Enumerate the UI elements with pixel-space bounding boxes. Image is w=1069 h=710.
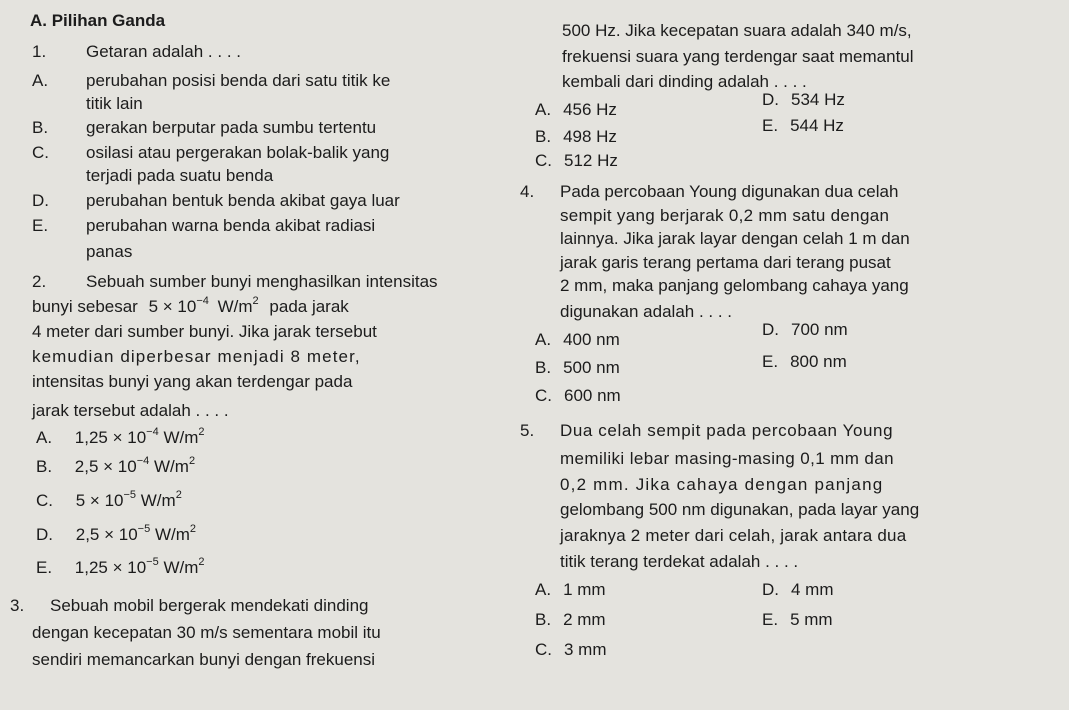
q4-option-c-text: 600 nm (564, 386, 621, 405)
q2-stem-line6: jarak tersebut adalah . . . . (32, 401, 229, 420)
q1-option-d-text: perubahan bentuk benda akibat gaya luar (86, 191, 400, 210)
q4-stem-line3: lainnya. Jika jarak layar dengan celah 1 m dan (560, 229, 910, 248)
q3-option-a-text: 456 Hz (563, 100, 617, 119)
q1-option-a-label: A. (32, 71, 49, 90)
q2-option-c-unit-exp: 2 (175, 489, 182, 502)
q4-option-e-label: E. (762, 352, 779, 371)
q1-option-c-text: osilasi atau pergerakan bolak-balik yang (86, 143, 390, 162)
q3-stem-line1: Sebuah mobil bergerak mendekati dinding (50, 596, 369, 615)
q5-option-c-text: 3 mm (564, 640, 607, 659)
q3-option-b (535, 127, 617, 147)
q5-stem-line6: titik terang terdekat adalah . . . . (560, 552, 799, 571)
q3-option-c-label: C. (535, 151, 552, 170)
q4-option-a-text: 400 nm (563, 330, 620, 349)
q5-option-b-text: 2 mm (563, 610, 606, 629)
q2-option-b-label: B. (36, 457, 53, 476)
q4-stem-line2: sempit yang berjarak 0,2 mm satu dengan (560, 206, 890, 225)
q5-stem-line1: Dua celah sempit pada percobaan Young (560, 421, 894, 440)
q2-option-e-label: E. (36, 558, 53, 577)
q3-stem-line2: dengan kecepatan 30 m/s sementara mobil itu (32, 623, 381, 642)
q3-option-c-text: 512 Hz (564, 151, 618, 170)
q5-option-a-label: A. (535, 580, 552, 599)
q3-option-b-text: 498 Hz (563, 127, 617, 146)
q2-stem-post: pada jarak (269, 297, 349, 316)
q4-option-e-text: 800 nm (790, 352, 847, 371)
q2-option-d-label: D. (36, 525, 53, 544)
q4-option-e (762, 352, 847, 372)
q2-option-e-unit-exp: 2 (198, 556, 205, 569)
q5-stem-line5: jaraknya 2 meter dari celah, jarak antara dua (560, 526, 907, 545)
q3-stem-line6: kembali dari dinding adalah . . . . (562, 72, 807, 91)
q3-stem-line3: sendiri memancarkan bunyi dengan frekuensi (32, 650, 376, 669)
q2-option-e-mantissa: 1,25 × 10 (74, 558, 147, 577)
q2-option-b-exp: −4 (136, 455, 150, 468)
q3-number: 3. (10, 596, 25, 615)
q2-option-c-mantissa: 5 × 10 (75, 491, 124, 510)
q1-number: 1. (32, 42, 47, 61)
q3-option-e (762, 116, 844, 136)
q4-option-d-text: 700 nm (791, 320, 848, 339)
q5-option-a-text: 1 mm (563, 580, 606, 599)
q2-option-d-unit-exp: 2 (189, 523, 196, 536)
q1-option-e-label: E. (32, 216, 49, 235)
q3-option-a (535, 100, 617, 120)
q2-option-a-mantissa: 1,25 × 10 (74, 428, 147, 447)
q1-option-a-text-cont: titik lain (86, 94, 143, 113)
q1-option-c-label: C. (32, 143, 49, 162)
q3-stem-line5: frekuensi suara yang terdengar saat memantul (562, 47, 914, 66)
q2-stem-line5: intensitas bunyi yang akan terdengar pada (32, 372, 353, 391)
q2-stem-unit-exp: 2 (252, 295, 259, 308)
section-title: A. Pilihan Ganda (30, 11, 166, 30)
q2-option-a-unit: W/m (163, 428, 199, 447)
q4-option-d-label: D. (762, 320, 779, 339)
q2-option-a-exp: −4 (146, 426, 159, 439)
q2-option-e-exp: −5 (146, 556, 159, 569)
q2-stem-value: 5 × 10 (148, 297, 197, 316)
q4-option-d (762, 320, 848, 340)
q3-option-c (535, 151, 618, 171)
q2-option-b (36, 457, 195, 477)
q2-option-d-unit: W/m (154, 525, 190, 544)
q2-option-b-unit-exp: 2 (188, 455, 196, 468)
q2-option-b-unit: W/m (154, 457, 189, 476)
q2-stem-line2 (32, 297, 349, 317)
q4-stem-line5: 2 mm, maka panjang gelombang cahaya yang (560, 276, 909, 295)
q5-option-c (535, 640, 607, 660)
q1-option-b-label: B. (32, 118, 49, 137)
q3-option-d-text: 534 Hz (791, 90, 845, 109)
q2-option-a-unit-exp: 2 (198, 426, 205, 439)
q4-option-c-label: C. (535, 386, 552, 405)
q4-stem-line4: jarak garis terang pertama dari terang pusat (560, 253, 891, 272)
q1-option-e-text-cont: panas (86, 242, 133, 261)
q5-option-e-label: E. (762, 610, 779, 629)
q3-stem-line4: 500 Hz. Jika kecepatan suara adalah 340 m/s, (562, 21, 912, 40)
q2-option-d-mantissa: 2,5 × 10 (75, 525, 138, 544)
q2-option-c-label: C. (36, 491, 53, 510)
q3-option-d (762, 90, 845, 110)
q1-option-c-text-cont: terjadi pada suatu benda (86, 166, 274, 185)
q4-option-a (535, 330, 620, 350)
q2-stem-exp: −4 (196, 295, 209, 308)
q2-option-e-unit: W/m (163, 558, 199, 577)
q2-option-d-exp: −5 (137, 523, 151, 536)
q5-option-e (762, 610, 833, 630)
q2-option-a-label: A. (36, 428, 53, 447)
q5-stem-line2: memiliki lebar masing-masing 0,1 mm dan (560, 449, 894, 468)
q2-stem-line3: 4 meter dari sumber bunyi. Jika jarak tersebut (32, 322, 377, 341)
q2-number: 2. (32, 272, 47, 291)
q2-stem-unit: W/m (217, 297, 253, 316)
q2-option-e (36, 558, 205, 578)
q2-option-c-unit: W/m (140, 491, 176, 510)
q1-stem: Getaran adalah . . . . (86, 42, 241, 61)
q2-option-c (36, 491, 182, 511)
q5-option-b (535, 610, 606, 630)
q5-option-a (535, 580, 606, 600)
q4-number: 4. (520, 182, 535, 201)
q2-option-d (36, 525, 196, 545)
q2-option-c-exp: −5 (123, 489, 137, 502)
q5-option-d (762, 580, 834, 600)
q5-number: 5. (520, 421, 535, 440)
q3-option-b-label: B. (535, 127, 552, 146)
q5-stem-line3: 0,2 mm. Jika cahaya dengan panjang (560, 475, 884, 494)
q3-option-e-text: 544 Hz (790, 116, 844, 135)
q4-option-b-text: 500 nm (563, 358, 620, 377)
q2-option-a (36, 428, 205, 448)
q1-option-d-label: D. (32, 191, 49, 210)
q1-option-a-text: perubahan posisi benda dari satu titik ke (86, 71, 391, 90)
q5-option-d-text: 4 mm (791, 580, 834, 599)
q4-stem-line1: Pada percobaan Young digunakan dua celah (560, 182, 899, 201)
q2-stem-line1: Sebuah sumber bunyi menghasilkan intensitas (86, 272, 438, 291)
q4-stem-line6: digunakan adalah . . . . (560, 302, 733, 321)
q2-option-b-mantissa: 2,5 × 10 (74, 457, 137, 476)
q3-option-e-label: E. (762, 116, 779, 135)
q4-option-b (535, 358, 620, 378)
q3-option-d-label: D. (762, 90, 779, 109)
q5-option-c-label: C. (535, 640, 552, 659)
q1-option-e-text: perubahan warna benda akibat radiasi (86, 216, 376, 235)
q4-option-c (535, 386, 621, 406)
q4-option-b-label: B. (535, 358, 552, 377)
q4-option-a-label: A. (535, 330, 552, 349)
q5-option-d-label: D. (762, 580, 779, 599)
q5-option-e-text: 5 mm (790, 610, 833, 629)
q2-stem-line4: kemudian diperbesar menjadi 8 meter, (32, 347, 361, 366)
q3-option-a-label: A. (535, 100, 552, 119)
q2-stem-pre: bunyi sebesar (32, 297, 138, 316)
q5-option-b-label: B. (535, 610, 552, 629)
q1-option-b-text: gerakan berputar pada sumbu tertentu (86, 118, 377, 137)
q5-stem-line4: gelombang 500 nm digunakan, pada layar yang (560, 500, 920, 519)
